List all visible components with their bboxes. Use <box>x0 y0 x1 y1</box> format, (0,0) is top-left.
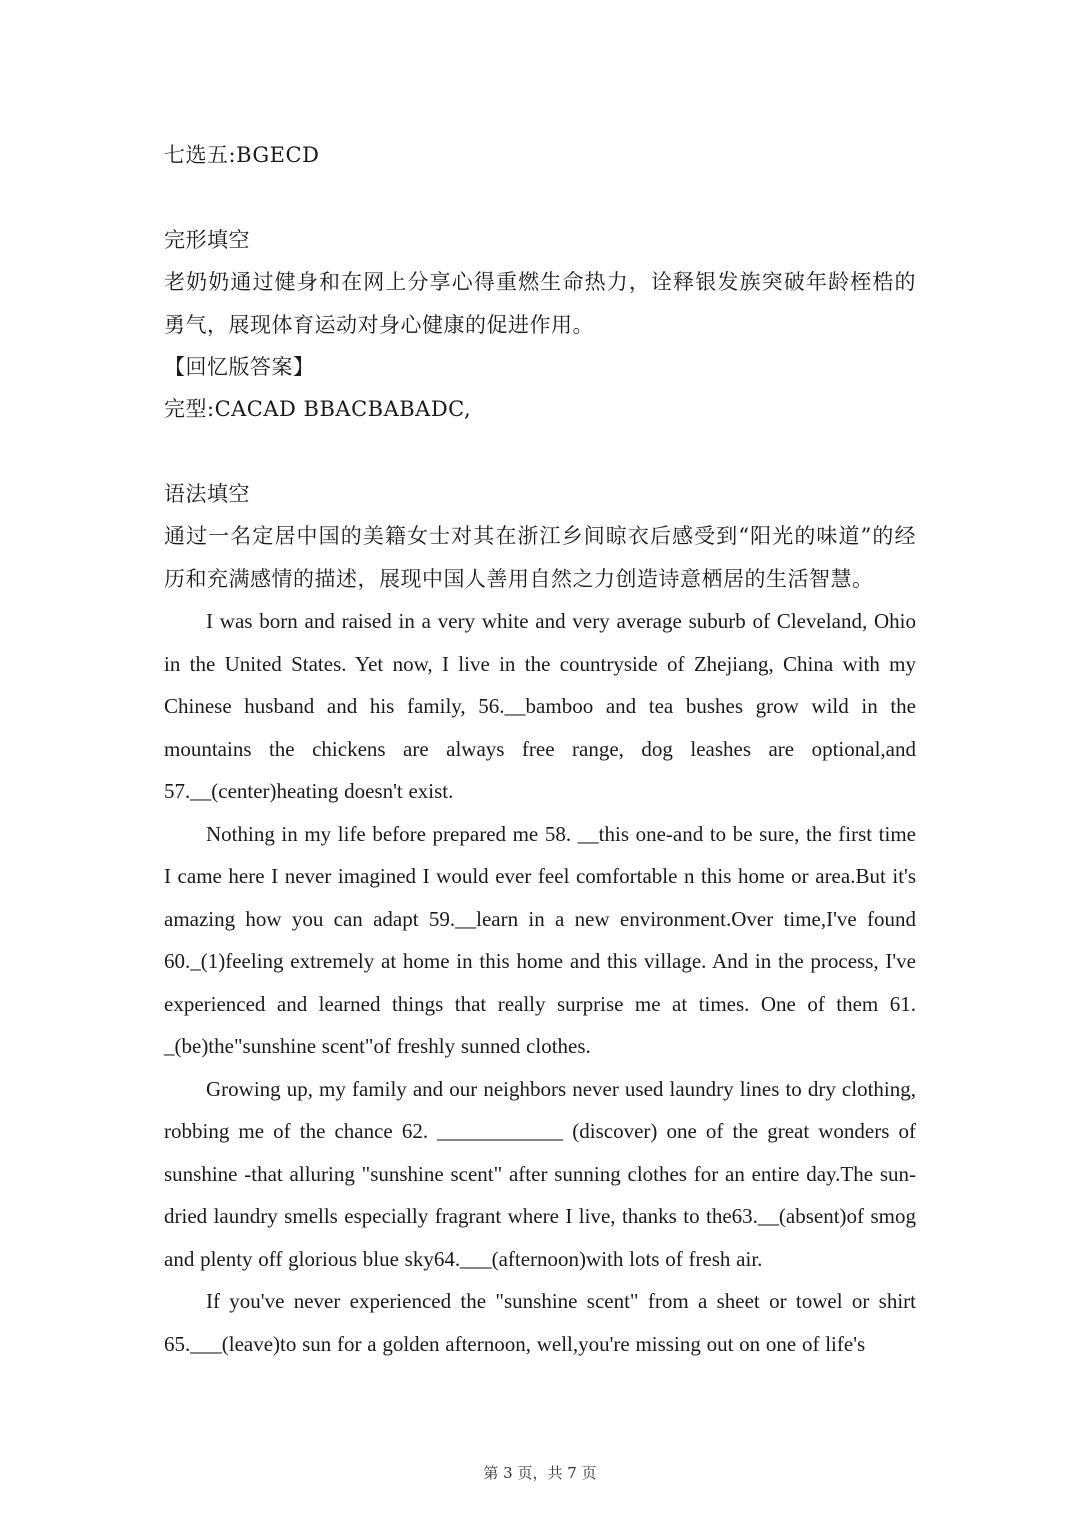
passage-paragraph-1: I was born and raised in a very white and very average suburb of Cleveland, Ohio in the United States. Yet now, I live in the countryside of Zhejiang, China with my Chinese husband and his family, 56.__bamboo and tea bushes grow wild in the mountains the chickens are always free range, dog leashes are optional,and 57.__(center)heating doesn't exist. <box>164 609 916 803</box>
grammar-heading: 语法填空 <box>164 482 250 506</box>
passage-paragraph-4: If you've never experienced the "sunshine scent" from a sheet or towel or shirt 65.___(leave)to sun for a golden afternoon, well,you're missing out on one of life's <box>164 1289 916 1356</box>
seven-five-answers: 七选五:BGECD <box>164 143 320 167</box>
cloze-answers: 完型:CACAD BBACBABADC, <box>164 397 472 421</box>
grammar-summary: 通过一名定居中国的美籍女士对其在浙江乡间晾衣后感受到“阳光的味道”的经历和充满感情的描述，展现中国人善用自然之力创造诗意栖居的生活智慧。 <box>164 524 916 591</box>
passage-paragraph-2: Nothing in my life before prepared me 58. __this one-and to be sure, the first time I came here I never imagined I would ever feel comfortable n this home or area.But it's amazing how you can adapt 59.__learn in a new environment.Over time,I've found 60._(1)feeling extremely at home in this home and this village. And in the process, I've experienced and learned things that really surprise me at times. One of them 61. _(be)the"sunshine scent"of freshly sunned clothes. <box>164 821 916 1058</box>
spacer <box>164 176 916 219</box>
page-number-footer: 第 3 页，共 7 页 <box>483 1464 597 1482</box>
spacer <box>164 430 916 473</box>
cloze-heading: 完形填空 <box>164 228 250 252</box>
passage-paragraph-3: Growing up, my family and our neighbors never used laundry lines to dry clothing, robbing me of the chance 62. ____________ (discover) one of the great wonders of sunshine -that alluring "sunshine scent" after sunning clothes for an entire day.The sun-dried laundry smells especially fragrant where I live, thanks to the63.__(absent)of smog and plenty off glorious blue sky64.___(afternoon)with lots of fresh air. <box>164 1076 916 1271</box>
page-content <box>164 134 916 1365</box>
cloze-summary: 老奶奶通过健身和在网上分享心得重燃生命热力，诠释银发族突破年龄桎梏的勇气，展现体育运动对身心健康的促进作用。 <box>164 270 916 337</box>
recall-heading: 【回忆版答案】 <box>164 355 315 379</box>
